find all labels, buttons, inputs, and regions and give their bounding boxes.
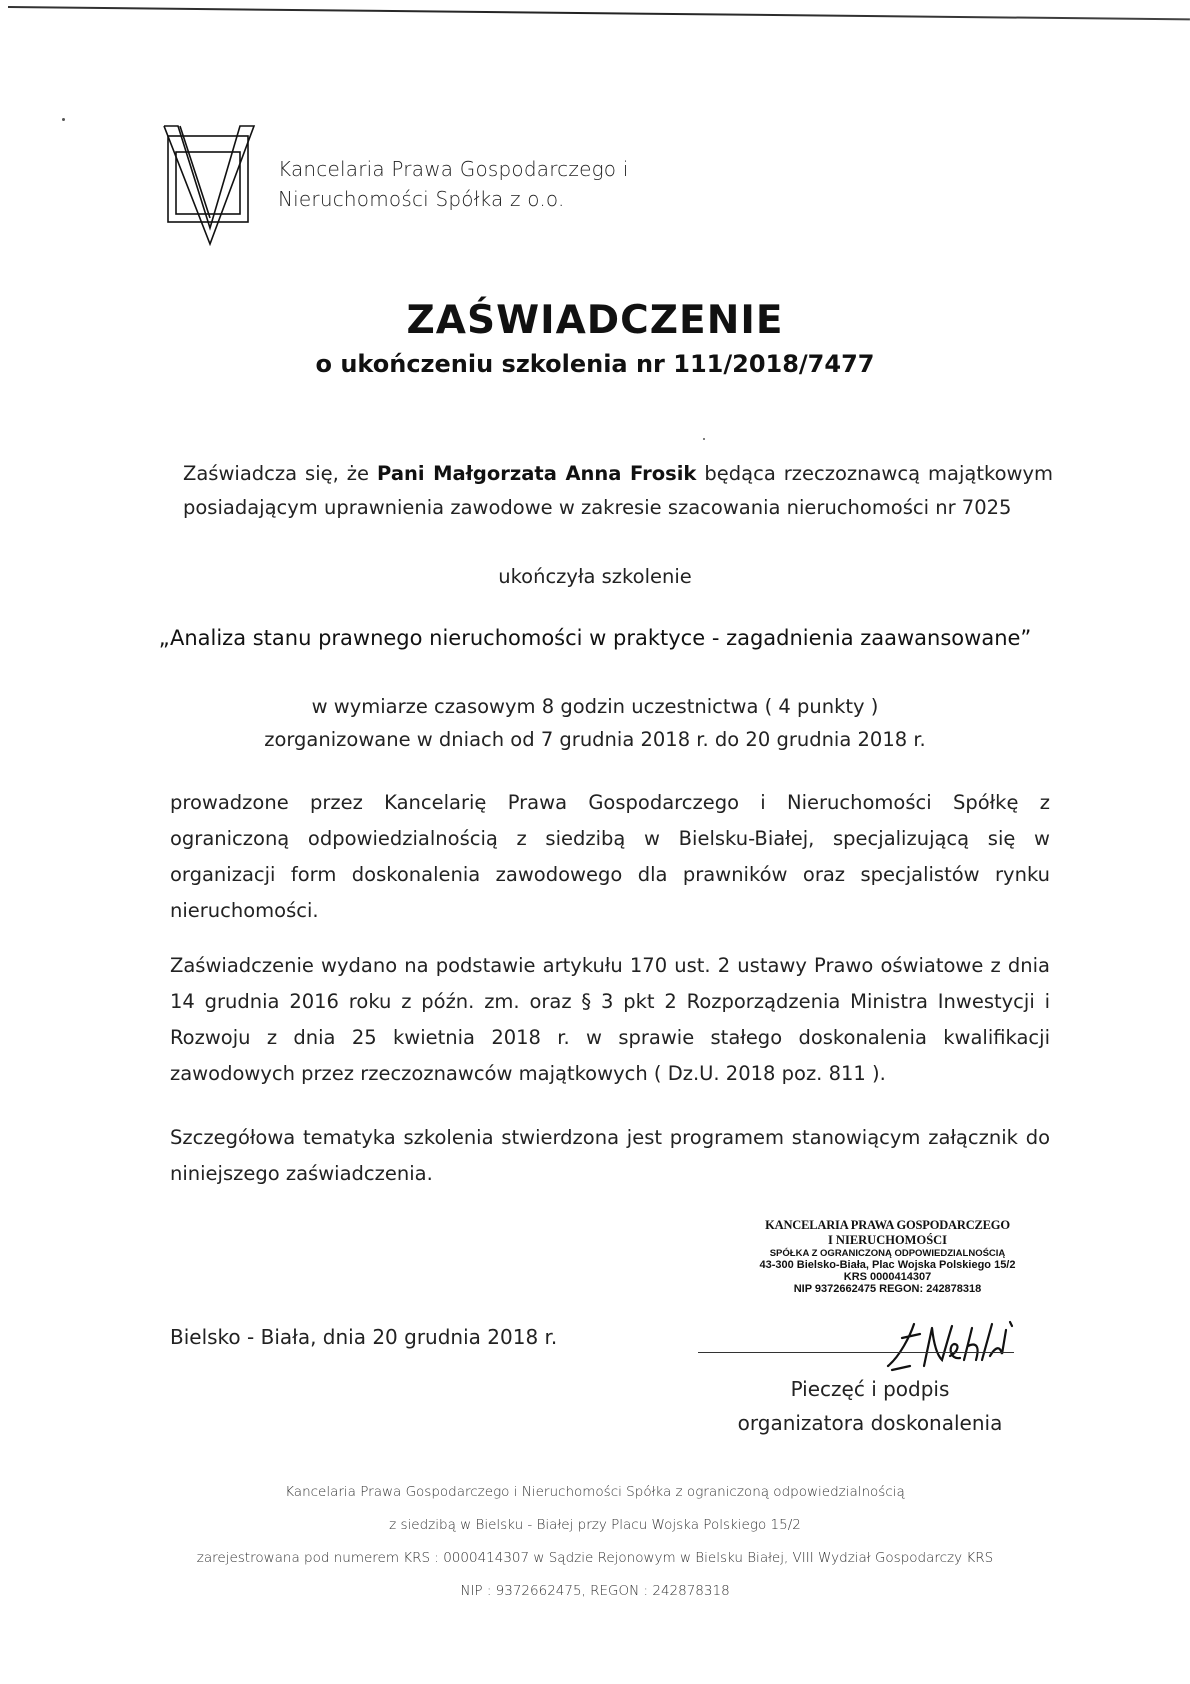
stamp-line5: KRS 0000414307 (843, 1271, 932, 1283)
participant-name: Pani Małgorzata Anna Frosik (377, 462, 697, 485)
company-header (278, 154, 629, 214)
certification-paragraph (183, 457, 1053, 525)
company-header-line1: Kancelaria Prawa Gospodarczego i (278, 157, 629, 181)
place-and-date: Bielsko - Biała, dnia 20 grudnia 2018 r. (170, 1325, 558, 1349)
footer-line2: z siedzibą w Bielsku - Białej przy Placu Wojska Polskiego 15/2 (389, 1517, 801, 1533)
footer-line1: Kancelaria Prawa Gospodarczego i Nieruchomości Spółka z ograniczoną odpowiedzialnością (285, 1484, 905, 1500)
intro-prefix: Zaświadcza się, że (183, 462, 370, 485)
duration-line: w wymiarze czasowym 8 godzin uczestnictwa ( 4 punkty ) (311, 695, 879, 718)
stamp-line4: 43-300 Bielsko-Biała, Plac Wojska Polskiego 15/2 (759, 1259, 1016, 1271)
signature-caption (710, 1372, 1030, 1440)
scan-speck (62, 118, 65, 121)
company-header-line2: Nieruchomości Spółka z o.o. (278, 187, 565, 211)
program-paragraph: Szczegółowa tematyka szkolenia stwierdzona jest programem stanowiącym załącznik do niniejszego zaświadczenia. (170, 1126, 1050, 1185)
stamp-line6: NIP 9372662475 REGON: 242878318 (793, 1283, 982, 1295)
kv-monogram-logo-icon (162, 122, 258, 246)
stamp-line1: KANCELARIA PRAWA GOSPODARCZEGO (765, 1218, 1010, 1232)
handwritten-signature-icon (880, 1316, 1020, 1376)
organizer-paragraph: prowadzone przez Kancelarię Prawa Gospodarczego i Nieruchomości Spółkę z ograniczoną odpowiedzialnością z siedzibą w Bielsku-Białej, specjalizującą się w organizacji form doskonalenia zawodowego dla prawników oraz specjalistów rynku nieruchomości. (170, 791, 1050, 922)
completed-label: ukończyła szkolenie (498, 565, 692, 588)
footer-line3: zarejestrowana pod numerem KRS : 0000414307 w Sądzie Rejonowym w Bielsku Białej, VIII Wydział Gospodarczy KRS (196, 1550, 994, 1566)
signature-caption-line1: Pieczęć i podpis (790, 1377, 950, 1401)
course-title: „Analiza stanu prawnego nieruchomości w praktyce - zagadnienia zaawansowane” (158, 626, 1032, 650)
scan-speck (703, 438, 705, 440)
stamp-line2: I NIERUCHOMOŚCI (827, 1233, 948, 1247)
footer (0, 1476, 1190, 1608)
stamp-line3: SPÓŁKA Z OGRANICZONĄ ODPOWIEDZIALNOŚCIĄ (769, 1248, 1006, 1259)
scan-edge-line (8, 6, 1190, 20)
legal-basis-paragraph: Zaświadczenie wydano na podstawie artykułu 170 ust. 2 ustawy Prawo oświatowe z dnia 14 grudnia 2016 roku z późn. zm. oraz § 3 pkt 2 Rozporządzenia Ministra Inwestycji i Rozwoju z dnia 25 kwietnia 2018 r. w sprawie stałego doskonalenia kwalifikacji zawodowych przez rzeczoznawców majątkowych ( Dz.U. 2018 poz. 811 ). (170, 954, 1050, 1085)
document-title: ZAŚWIADCZENIE (406, 298, 784, 343)
footer-line4: NIP : 9372662475, REGON : 242878318 (460, 1583, 730, 1599)
signature-caption-line2: organizatora doskonalenia (737, 1411, 1003, 1435)
signature-line (698, 1352, 1014, 1353)
company-stamp (745, 1218, 1030, 1295)
intro-suffix: będąca rzeczoznawcą majątkowym posiadającym uprawnienia zawodowe w zakresie szacowania nieruchomości nr 7025 (183, 462, 1054, 519)
dates-line: zorganizowane w dniach od 7 grudnia 2018 r. do 20 grudnia 2018 r. (264, 728, 926, 751)
document-subtitle: o ukończeniu szkolenia nr 111/2018/7477 (315, 350, 875, 378)
